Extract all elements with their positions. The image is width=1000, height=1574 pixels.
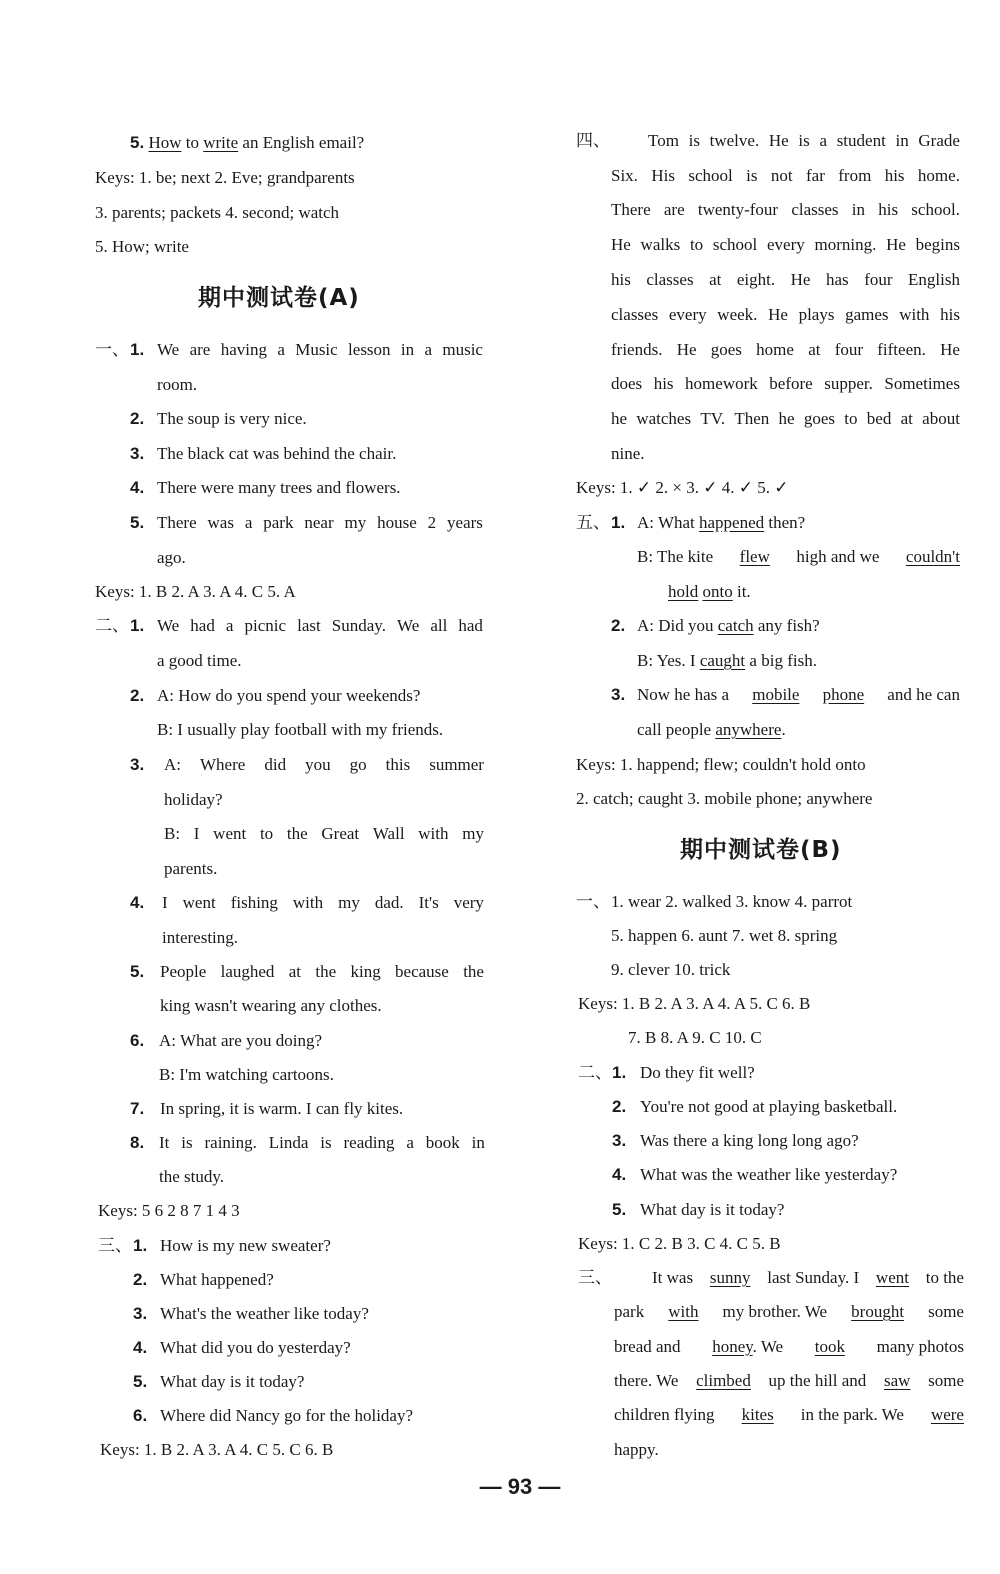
passage-line: does his homework before supper. Sometimes <box>611 374 960 393</box>
passage-line: friends. He goes home at four fifteen. He <box>611 340 960 359</box>
list-item: room. <box>157 375 198 394</box>
item-number: 3. <box>133 1304 148 1323</box>
list-item: The soup is very nice. <box>157 409 307 428</box>
list-item: Where did Nancy go for the holiday? <box>160 1406 414 1425</box>
item-number: 4. <box>130 893 145 912</box>
list-item: What's the weather like today? <box>160 1304 369 1323</box>
dialogue-line: B: Yes. I caught a big fish. <box>637 651 817 670</box>
section-title-b: 期中测试卷(B) <box>680 837 842 863</box>
keys-line: Keys: 1. ✓ 2. × 3. ✓ 4. ✓ 5. ✓ <box>576 478 789 497</box>
list-item: We had a picnic last Sunday. We all had <box>157 616 483 635</box>
list-item: king wasn't wearing any clothes. <box>160 996 382 1015</box>
item-number: 6. <box>133 1406 148 1425</box>
list-item: The black cat was behind the chair. <box>157 444 397 463</box>
list-item: interesting. <box>162 928 239 947</box>
item-number: 2. <box>611 616 626 635</box>
dialogue-line: A: Did you catch any fish? <box>637 616 820 635</box>
passage-line: he watches TV. Then he goes to bed at about <box>611 409 960 428</box>
list-item: What day is it today? <box>160 1372 305 1391</box>
keys-line: 5. How; write <box>95 237 189 256</box>
item-number: 2. <box>130 686 145 705</box>
section-mark: 五、 <box>576 513 610 532</box>
item-number: 1. <box>130 616 145 635</box>
list-item: There was a park near my house 2 years <box>157 513 483 532</box>
list-item: the study. <box>159 1167 225 1186</box>
item-number: 2. <box>130 409 145 428</box>
word-list-line: 9. clever 10. trick <box>611 960 731 979</box>
passage-line: There are twenty-four classes in his school. <box>611 200 960 219</box>
section-mark: 一、 <box>576 892 610 911</box>
word-list-line: 1. wear 2. walked 3. know 4. parrot <box>611 892 853 911</box>
dialogue-line: A: What are you doing? <box>159 1031 323 1050</box>
list-item: You're not good at playing basketball. <box>640 1097 898 1116</box>
item-number: 5. <box>130 513 145 532</box>
item-number: 7. <box>130 1099 145 1118</box>
word-list-line: 5. happen 6. aunt 7. wet 8. spring <box>611 926 838 945</box>
item-number: 4. <box>130 478 145 497</box>
q5-line: 5. How to write an English email? <box>130 133 365 152</box>
dialogue-line: B: I went to the Great Wall with my <box>164 824 484 843</box>
keys-line: Keys: 1. B 2. A 3. A 4. A 5. C 6. B <box>578 994 811 1013</box>
dialogue-line: B: I'm watching cartoons. <box>159 1065 334 1084</box>
item-number: 1. <box>612 1063 627 1082</box>
list-item: What happened? <box>160 1270 274 1289</box>
list-item: I went fishing with my dad. It's very <box>162 893 484 912</box>
list-item: Do they fit well? <box>640 1063 755 1082</box>
keys-line: Keys: 1. B 2. A 3. A 4. C 5. C 6. B <box>100 1440 334 1459</box>
section-mark: 二、 <box>578 1063 612 1082</box>
cloze-line: park with my brother. We brought some <box>614 1302 964 1321</box>
keys-line: 7. B 8. A 9. C 10. C <box>628 1028 762 1047</box>
section-mark: 四、 <box>576 131 610 150</box>
dialogue-line: hold onto it. <box>668 582 751 601</box>
list-item: How is my new sweater? <box>160 1236 331 1255</box>
item-number: 2. <box>133 1270 148 1289</box>
keys-line: 2. catch; caught 3. mobile phone; anywhere <box>576 789 873 808</box>
item-number: 5. <box>133 1372 148 1391</box>
item-number: 6. <box>130 1031 145 1050</box>
item-number: 1. <box>133 1236 148 1255</box>
cloze-line: children flying kites in the park. We were <box>614 1405 964 1424</box>
cloze-line: bread and honey. We took many photos <box>614 1337 964 1356</box>
item-number: 3. <box>611 685 626 704</box>
list-item: It is raining. Linda is reading a book in <box>159 1133 485 1152</box>
list-item: ago. <box>157 548 186 567</box>
dialogue-line: holiday? <box>164 790 223 809</box>
list-item: a good time. <box>157 651 242 670</box>
item-number: 3. <box>130 755 145 774</box>
cloze-line: there. We climbed up the hill and saw some <box>614 1371 964 1390</box>
section-mark: 三、 <box>578 1268 612 1287</box>
keys-line: Keys: 1. B 2. A 3. A 4. C 5. A <box>95 582 296 601</box>
dialogue-line: A: Where did you go this summer <box>164 755 484 774</box>
keys-line: 3. parents; packets 4. second; watch <box>95 203 340 222</box>
keys-line: Keys: 1. happend; flew; couldn't hold onto <box>576 755 866 774</box>
list-item: What did you do yesterday? <box>160 1338 351 1357</box>
list-item: We are having a Music lesson in a music <box>157 340 483 359</box>
item-number: 3. <box>612 1131 627 1150</box>
list-item: Now he has a mobile phone and he can <box>637 685 960 704</box>
section-title-a: 期中测试卷(A) <box>198 285 360 311</box>
passage-line: his classes at eight. He has four English <box>611 270 960 289</box>
item-number: 5. <box>612 1200 627 1219</box>
item-number: 5. <box>130 962 145 981</box>
list-item: call people anywhere. <box>637 720 786 739</box>
dialogue-line: parents. <box>164 859 218 878</box>
dialogue-line: B: The kite flew high and we couldn't <box>637 547 960 566</box>
item-number: 8. <box>130 1133 145 1152</box>
item-number: 4. <box>133 1338 148 1357</box>
dialogue-line: B: I usually play football with my friends. <box>157 720 444 739</box>
page-number: — 93 — <box>479 1474 561 1499</box>
passage-line: Six. His school is not far from his home. <box>611 166 960 185</box>
list-item: What was the weather like yesterday? <box>640 1165 898 1184</box>
item-number: 1. <box>130 340 145 359</box>
passage-line: classes every week. He plays games with his <box>611 305 960 324</box>
list-item: There were many trees and flowers. <box>157 478 401 497</box>
section-mark: 一、 <box>95 340 129 359</box>
item-number: 2. <box>612 1097 627 1116</box>
cloze-line: happy. <box>614 1440 659 1459</box>
list-item: Was there a king long long ago? <box>640 1131 859 1150</box>
dialogue-line: A: How do you spend your weekends? <box>157 686 421 705</box>
keys-line: Keys: 1. C 2. B 3. C 4. C 5. B <box>578 1234 781 1253</box>
item-number: 1. <box>611 513 626 532</box>
dialogue-line: A: What happened then? <box>637 513 806 532</box>
section-mark: 二、 <box>95 616 129 635</box>
list-item: What day is it today? <box>640 1200 785 1219</box>
item-number: 4. <box>612 1165 627 1184</box>
item-number: 3. <box>130 444 145 463</box>
passage-line: He walks to school every morning. He begins <box>611 235 960 254</box>
section-mark: 三、 <box>98 1236 132 1255</box>
keys-line: Keys: 1. be; next 2. Eve; grandparents <box>95 168 355 187</box>
passage-line: Tom is twelve. He is a student in Grade <box>648 131 960 150</box>
keys-line: Keys: 5 6 2 8 7 1 4 3 <box>98 1201 240 1220</box>
list-item: In spring, it is warm. I can fly kites. <box>160 1099 404 1118</box>
list-item: People laughed at the king because the <box>160 962 484 981</box>
cloze-line: It was sunny last Sunday. I went to the <box>652 1268 964 1287</box>
passage-line: nine. <box>611 444 645 463</box>
